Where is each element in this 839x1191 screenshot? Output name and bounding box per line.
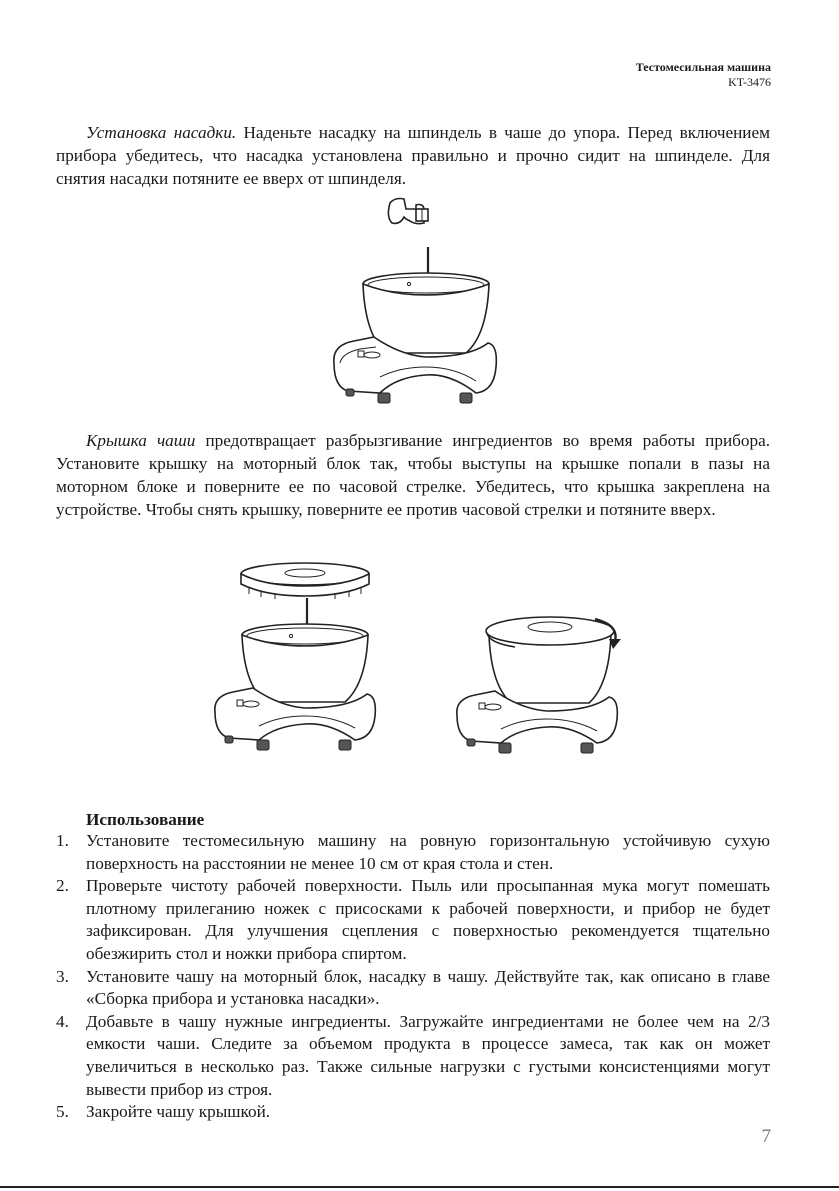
step-number: 2. — [56, 876, 69, 896]
bowl-lid-lead: Крышка чаши — [86, 431, 196, 450]
figure-attachment-install — [320, 195, 520, 415]
usage-step — [56, 1101, 770, 1124]
step-text: Установите чашу на моторный блок, насадку в чашу. Действуйте так, как описано в главе «Сборка прибора и установка насадки». — [86, 966, 770, 1009]
lid-illustration — [241, 563, 369, 599]
bowl-with-lid-illustration — [486, 617, 614, 703]
bowl-illustration — [242, 624, 368, 702]
bottom-rule — [0, 1186, 839, 1188]
bowl-lid-paragraph — [56, 429, 770, 521]
usage-step — [56, 875, 770, 965]
usage-step — [56, 830, 770, 875]
bowl-lid-text: предотвращает разбрызгивание ингредиентов во время работы прибора. Установите крышку на моторный блок так, чтобы выступы на крышке попали в пазы на моторном блоке и поверните ее по часовой стрелке. Убедитесь, что крышка закреплена на устройстве. Чтобы снять крышку, поверните ее против часовой стрелки и потяните вверх. — [56, 431, 770, 519]
figure-lid-install — [205, 560, 405, 765]
document-header — [636, 60, 771, 90]
step-text: Установите тестомесильную машину на ровную горизонтальную устойчивую сухую поверхность на расстоянии не менее 10 см от края стола и стен. — [86, 831, 770, 873]
usage-steps-list — [56, 830, 770, 1124]
header-model: KT-3476 — [728, 75, 771, 89]
usage-heading: Использование — [86, 810, 205, 829]
usage-step — [56, 1011, 770, 1101]
figure-lid-locked — [445, 605, 645, 765]
step-number: 5. — [56, 1102, 69, 1122]
install-attachment-paragraph — [56, 121, 770, 190]
usage-step — [56, 966, 770, 1011]
install-attachment-lead: Установка насадки. — [86, 123, 237, 142]
page-number: 7 — [761, 1126, 771, 1147]
install-attachment-text: Наденьте насадку на шпиндель в чаше до упора. Перед включением прибора убедитесь, что насадка установлена правильно и прочно сидит на шпинделе. Для снятия насадки потяните ее вверх от шпинделя. — [56, 123, 770, 188]
step-text: Закройте чашу крышкой. — [86, 1102, 271, 1122]
step-number: 3. — [56, 966, 69, 986]
dough-hook-illustration — [388, 199, 428, 224]
step-text: Проверьте чистоту рабочей поверхности. Пыль или просыпанная мука могут помешать плотному прилеганию ножек с присосками к рабочей поверхности, и прибор не будет зафиксирован. Для улучшения сцепления с поверхностью рекомендуется тщательно обезжирить стол и ножки прибора спиртом. — [86, 876, 770, 963]
step-number: 4. — [56, 1011, 69, 1031]
header-title: Тестомесильная машина — [635, 60, 771, 74]
step-text: Добавьте в чашу нужные ингредиенты. Загружайте ингредиентами не более чем на 2/3 емкости чаши. Следите за объемом продукта в процессе замеса, так как он может увеличиться в несколько раз. Также сильные нагрузки с густыми консистенциями могут вывести прибор из строя. — [86, 1011, 770, 1099]
bowl-illustration — [363, 273, 489, 353]
step-number: 1. — [56, 831, 69, 850]
